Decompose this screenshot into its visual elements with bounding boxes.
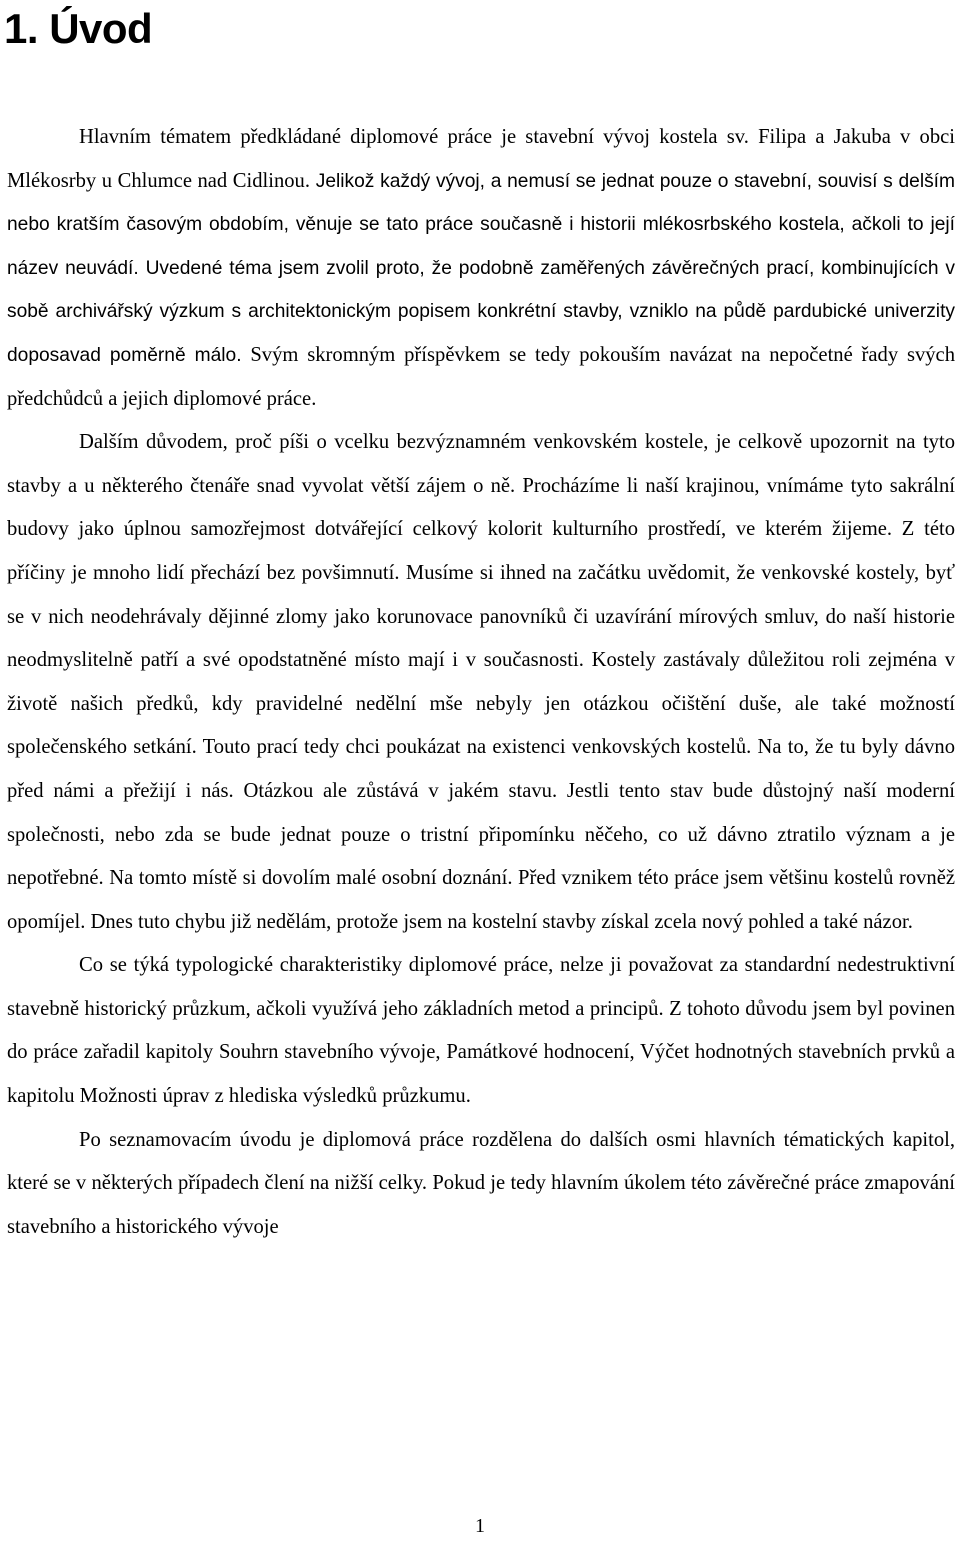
paragraph-intro-middle: Jelikož každý vývoj, a nemusí se jednat pouze o stavební, souvisí s delším nebo kratším časovým obdobím, věnuje se tato práce současně i historii mlékosrbského kostela, ačkoli to její název neuvádí. Uvedené téma jsem zvolil proto, že podobně zaměřených závěrečných prací, kombinujících v sobě archivářský výzkum s architektonickým popisem konkrétní stavby, vzniklo na půdě pardubické univerzity doposavad poměrně málo. — [7, 170, 955, 366]
paragraph-intro-start: Hlavním tématem předkládané diplomové práce je stavební vývoj kostela sv. Filipa a Jakuba v obci Mlékosrby u Chlumce nad Cidlinou. — [7, 126, 955, 192]
paragraph-structure: Po seznamovacím úvodu je diplomová práce rozdělena do dalších osmi hlavních tématických kapitol, které se v některých případech člení na nižší celky. Pokud je tedy hlavním úkolem této závěrečné práce zmapování stavebního a historického vývoje — [7, 1128, 955, 1238]
paragraph-intro-end: Svým skromným příspěvkem se tedy pokouším navázat na nepočetné řady svých předchůdců a jejich diplomové práce. — [7, 343, 955, 410]
body-text — [7, 116, 955, 1249]
paragraph-motivation: Dalším důvodem, proč píši o vcelku bezvýznamném venkovském kostele, je celkově upozornit na tyto stavby a u některého čtenáře snad vyvolat větší zájem o ně. Procházíme li naší krajinou, vnímáme tyto sakrální budovy jako úplnou samozřejmost dotvářející celkový kolorit kulturního prostředí, ve kterém žijeme. Z této příčiny je mnoho lidí přechází bez povšimnutí. Musíme si ihned na začátku uvědomit, že venkovské kostely, byť se v nich neodehrávaly dějinné zlomy jako korunovace panovníků či uzavírání mírových smluv, do naší historie neodmyslitelně patří a své opodstatněné místo mají i v současnosti. Kostely zastávaly důležitou roli zejména v životě našich předků, kdy pravidelné nedělní mše nebyly jen otázkou očištění duše, ale také možností společenského setkání. Touto prací tedy chci poukázat na existenci venkovských kostelů. Na to, že tu byly dávno před námi a přežijí i nás. Otázkou ale zůstává v jakém stavu. Jestli tento stav bude důstojný naší moderní společnosti, nebo zda se bude jednat pouze o tristní připomínku něčeho, co už dávno ztratilo význam a je nepotřebné. Na tomto místě si dovolím malé osobní doznání. Před vznikem této práce jsem většinu kostelů rovněž opomíjel. Dnes tuto chybu již nedělám, protože jsem na kostelní stavby získal zcela nový pohled a také názor. — [7, 431, 955, 933]
page-number: 1 — [475, 1515, 485, 1537]
paragraph-intro — [7, 116, 955, 421]
chapter-heading: 1. Úvod — [4, 5, 153, 52]
paragraph-typology: Co se týká typologické charakteristiky diplomové práce, nelze ji považovat za standardní nedestruktivní stavebně historický průzkum, ačkoli využívá jeho základních metod a principů. Z tohoto důvodu jsem byl povinen do práce zařadil kapitoly Souhrn stavebního vývoje, Památkové hodnocení, Výčet hodnotných stavebních prvků a kapitolu Možnosti úprav z hlediska výsledků průzkumu. — [7, 954, 955, 1108]
